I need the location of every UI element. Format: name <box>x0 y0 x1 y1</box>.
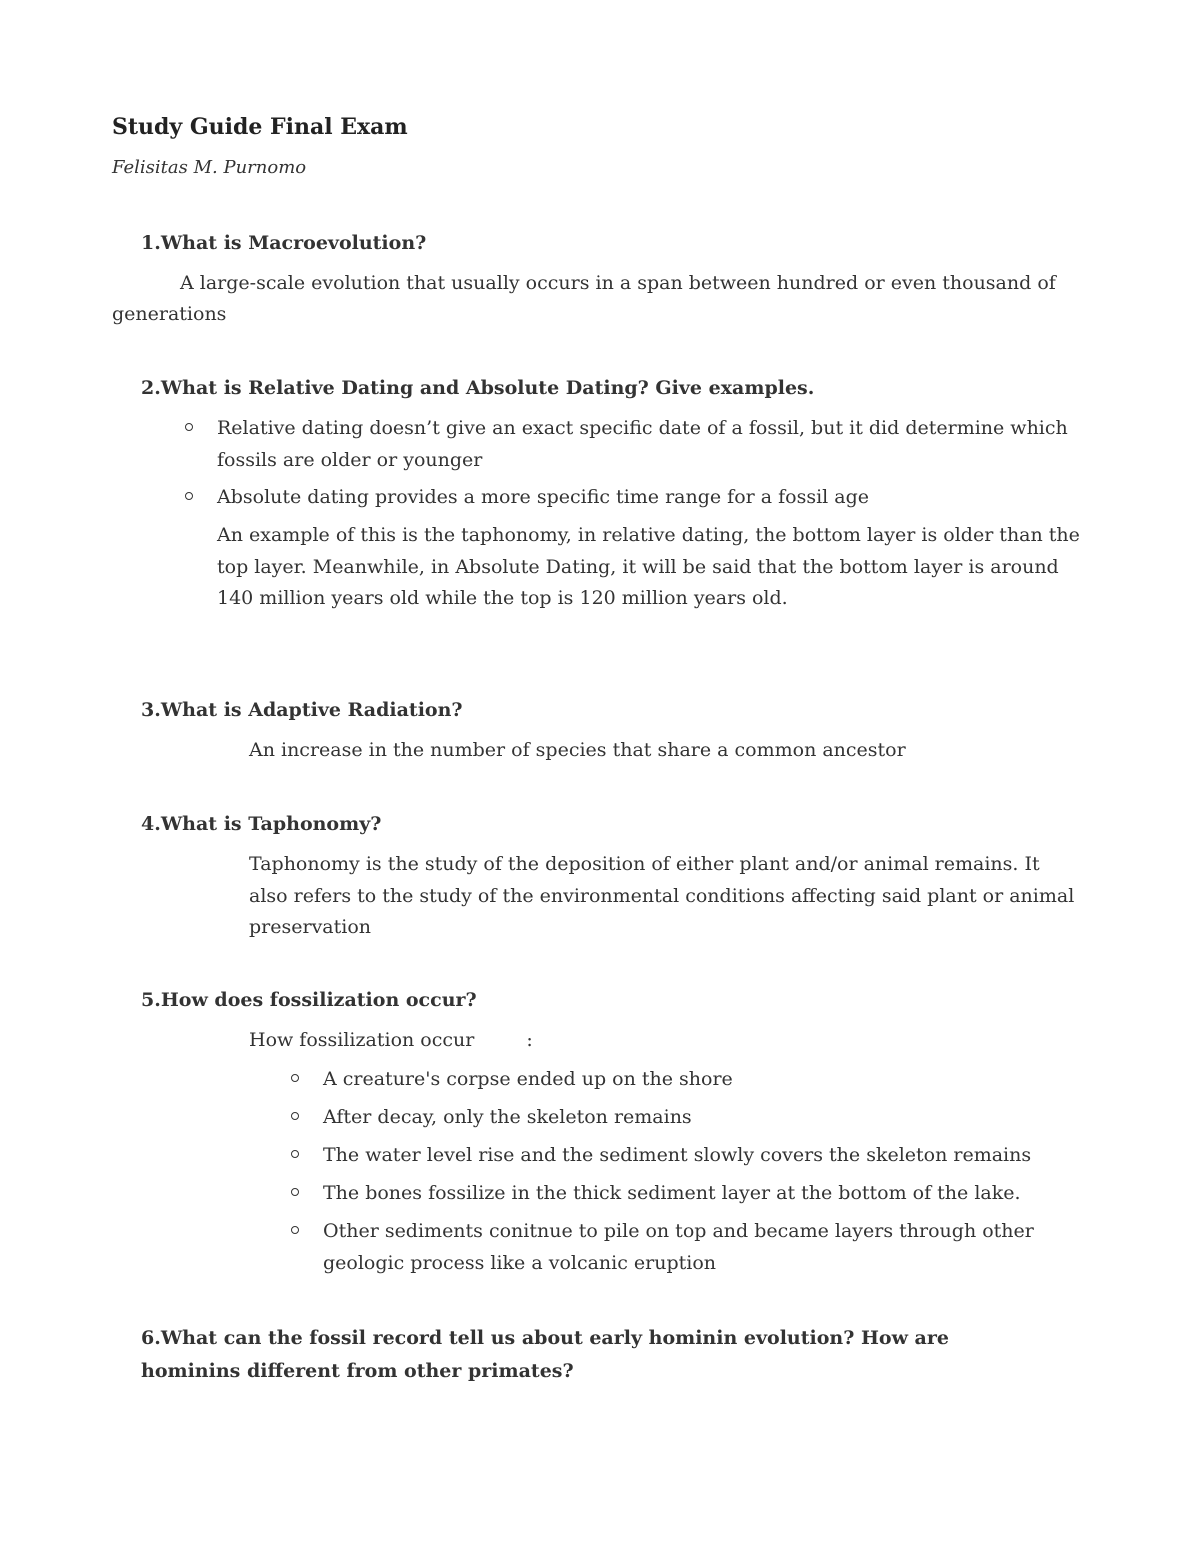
hollow-bullet-icon <box>291 1226 299 1234</box>
bullet-text: After decay, only the skeleton remains <box>323 1106 692 1128</box>
hollow-bullet-icon <box>291 1112 299 1120</box>
answer-2-bullets <box>217 413 1077 514</box>
question-6: 6.What can the fossil record tell us about early hominin evolution? How are hominins different from other primates? <box>141 1327 949 1382</box>
list-item <box>323 1216 1043 1279</box>
question-1: 1.What is Macroevolution? <box>141 232 427 254</box>
answer-5-intro <box>249 1025 533 1057</box>
bullet-text: The bones fossilize in the thick sediment layer at the bottom of the lake. <box>323 1182 1021 1204</box>
hollow-bullet-icon <box>291 1188 299 1196</box>
list-item <box>217 413 1077 476</box>
list-item <box>323 1140 1043 1172</box>
answer-2-example: An example of this is the taphonomy, in relative dating, the bottom layer is older than the top layer. Meanwhile, in Absolute Dating, it will be said that the bottom layer is around 140 million years old while the top is 120 million years old. <box>217 524 1080 609</box>
hollow-bullet-icon <box>185 423 193 431</box>
list-item <box>217 482 1077 514</box>
question-4: 4.What is Taphonomy? <box>141 813 382 835</box>
bullet-text: Absolute dating provides a more specific time range for a fossil age <box>217 486 870 508</box>
hollow-bullet-icon <box>185 492 193 500</box>
answer-5-bullets <box>323 1064 1043 1279</box>
answer-3: An increase in the number of species that share a common ancestor <box>249 739 906 761</box>
list-item <box>323 1178 1043 1210</box>
list-item <box>323 1102 1043 1134</box>
list-item <box>323 1064 1043 1096</box>
hollow-bullet-icon <box>291 1150 299 1158</box>
question-2: 2.What is Relative Dating and Absolute Dating? Give examples. <box>141 377 815 399</box>
bullet-text: A creature's corpse ended up on the shore <box>323 1068 733 1090</box>
bullet-text: Other sediments conitnue to pile on top and became layers through other geologic process like a volcanic eruption <box>323 1220 1034 1274</box>
intro-colon: : <box>526 1029 533 1051</box>
hollow-bullet-icon <box>291 1074 299 1082</box>
answer-1: A large-scale evolution that usually occurs in a span between hundred or even thousand of <box>180 272 1056 294</box>
bullet-text: The water level rise and the sediment slowly covers the skeleton remains <box>323 1144 1032 1166</box>
question-5: 5.How does fossilization occur? <box>141 989 477 1011</box>
document-author: Felisitas M. Purnomo <box>112 157 307 178</box>
document-title: Study Guide Final Exam <box>112 114 408 140</box>
intro-text: How fossilization occur <box>249 1029 475 1051</box>
question-3: 3.What is Adaptive Radiation? <box>141 699 463 721</box>
answer-1-continued: generations <box>112 303 227 325</box>
answer-4: Taphonomy is the study of the deposition of either plant and/or animal remains. It also refers to the study of the environmental conditions affecting said plant or animal preservation <box>249 853 1075 938</box>
bullet-text: Relative dating doesn’t give an exact specific date of a fossil, but it did determine which fossils are older or younger <box>217 417 1068 471</box>
